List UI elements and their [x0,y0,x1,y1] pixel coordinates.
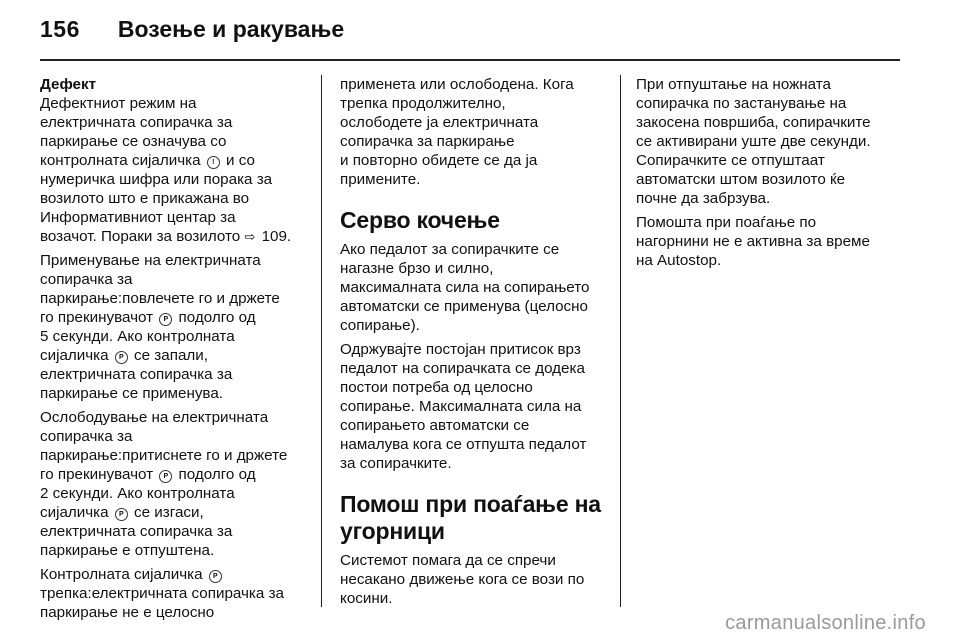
text-fragment: се запали, [129,347,208,364]
text-line: ослободете ја електричната [340,114,539,131]
parking-brake-icon: P [159,313,172,326]
text-line: електричната сопирачка за [40,366,233,383]
text-fragment: и со [221,152,255,169]
text-line: го прекинувачот [40,466,154,483]
column-divider-left [321,75,322,607]
text-line: паркирање:повлечете го и држете [40,290,280,307]
page-number: 156 [40,16,80,42]
text-line: автоматски штом возилото ќе [636,171,846,188]
text-line: Системот помага да се спречи [340,552,556,569]
heading-line: угорници [340,518,445,544]
text-line: Ако педалот за сопирачките се [340,241,560,258]
text-line: за сопирачките. [340,455,452,472]
text-line: нумеричка шифра или порака за [40,171,273,188]
text-line: сопирање). [340,317,420,334]
text-line: нагорнини не е активна за време [636,233,870,250]
reference-arrow-icon: ⇨ [244,229,256,244]
defect-paragraph [40,75,308,246]
heading-line: Помош при поаѓање на [340,491,601,517]
hill-paragraph-1 [340,551,612,608]
text-line: 5 секунди. Ако контролната [40,328,235,345]
warning-lamp-icon: ! [207,156,220,169]
page-header [40,16,344,52]
text-fragment: подолго од [174,466,256,483]
text-line: сијаличка [40,504,109,521]
text-line: намалува кога се отпушта педалот [340,436,587,453]
text-fragment: подолго од [174,309,256,326]
text-line: косини. [340,590,393,607]
text-line: возилото што е прикажана во [40,190,250,207]
text-line: Ослободување на електричната [40,409,269,426]
release-paragraph [40,408,308,560]
text-line: контролната сијаличка [40,152,201,169]
column-3 [636,75,911,275]
parking-brake-icon: P [115,351,128,364]
servo-paragraph-1 [340,240,612,335]
text-line: автоматски се применува (целосно [340,298,588,315]
parking-brake-icon: P [209,570,222,583]
parking-brake-icon: P [159,470,172,483]
text-line: При отпуштање на ножната [636,76,831,93]
text-fragment: се изгаси, [129,504,204,521]
header-divider [40,59,900,61]
apply-paragraph [40,251,308,403]
text-line: електричната сопирачка за [40,523,233,540]
site-watermark: carmanualsonline.info [725,612,926,634]
text-line: Дефектниот режим на [40,95,197,112]
text-line: сопирачка за паркирање [340,133,515,150]
page-reference[interactable]: 109. [257,228,292,245]
text-line: паркирање:притиснете го и држете [40,447,288,464]
text-line: сопирањето автоматски се [340,417,530,434]
text-line: максималната сила на сопирањето [340,279,590,296]
text-line: нагазне брзо и силно, [340,260,494,277]
text-line: Помошта при поаѓање по [636,214,817,231]
text-line: педалот на сопирачката се додека [340,360,585,377]
text-line: закосена површиба, сопирачките [636,114,871,131]
hill-paragraph-3 [636,213,911,270]
text-line: Контролната сијаличка [40,566,203,583]
text-line: сопирање. Максималната сила на [340,398,582,415]
text-line: трепка продолжително, [340,95,506,112]
text-line: возачот. Пораки за возилото [40,228,241,245]
defect-heading: Дефект [40,76,97,93]
flashing-continued-paragraph [340,75,612,189]
text-line: паркирање е отпуштена. [40,542,215,559]
servo-paragraph-2 [340,340,612,473]
text-line: сопирачка за [40,428,133,445]
text-line: сопирачка по застанување на [636,95,847,112]
text-line: Одржувајте постојан притисок врз [340,341,581,358]
text-line: 2 секунди. Ако контролната [40,485,235,502]
text-line: го прекинувачот [40,309,154,326]
text-line: примените. [340,171,421,188]
column-2 [340,75,612,613]
text-line: трепка:електричната сопирачка за [40,585,284,602]
hill-paragraph-2 [636,75,911,208]
text-line: почне да забрзува. [636,190,771,207]
text-line: електричната сопирачка за [40,114,233,131]
text-line: постои потреба од целосно [340,379,533,396]
text-line: сијаличка [40,347,109,364]
text-line: Применување на електричната [40,252,261,269]
text-line: се активирани уште две секунди. [636,133,871,150]
column-divider-right [620,75,621,607]
text-line: паркирање не е целосно [40,604,215,621]
flashing-paragraph [40,565,308,622]
parking-brake-icon: P [115,508,128,521]
text-line: применета или ослободена. Кога [340,76,574,93]
text-line: и повторно обидете се да ја [340,152,538,169]
chapter-title: Возење и ракување [117,16,345,42]
text-line: на Autostop. [636,252,722,269]
hill-start-assist-heading [340,491,612,545]
text-line: паркирање се применува. [40,385,223,402]
text-line: Сопирачките се отпуштаат [636,152,825,169]
text-line: несакано движење кога се вози по [340,571,585,588]
text-line: сопирачка за [40,271,133,288]
text-line: Информативниот центар за [40,209,236,226]
text-line: паркирање се означува со [40,133,227,150]
column-1 [40,75,308,622]
servo-braking-heading: Серво кочење [340,207,500,233]
